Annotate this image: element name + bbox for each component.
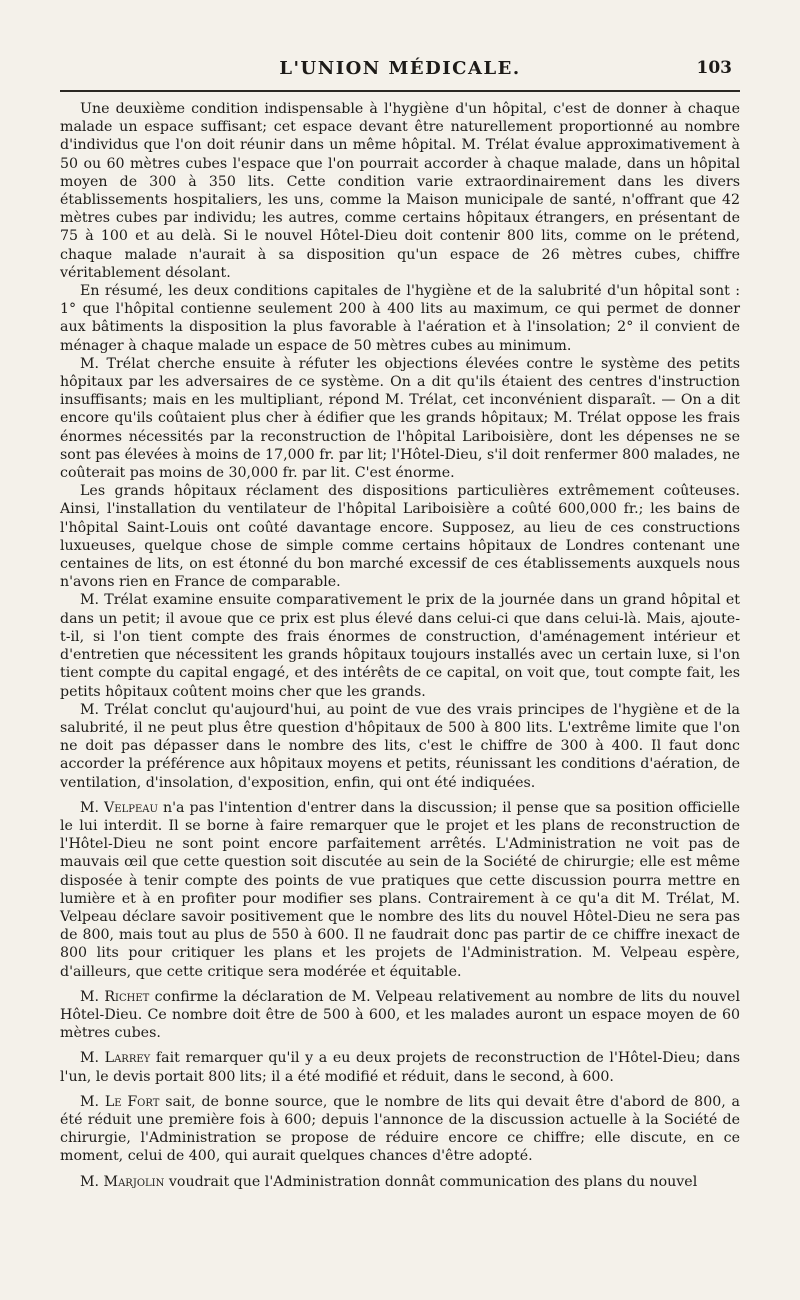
paragraph-text: voudrait que l'Administration donnât communication des plans du nouvel	[164, 1173, 698, 1190]
paragraph-text: M. Trélat cherche ensuite à réfuter les objections élevées contre le système des petits hôpitaux par les adversaires de ce système. On a dit qu'ils étaient des centres d'instruction insuffisants; mais en les multipliant, répond M. Trélat, cet inconvénient disparaît. — On a dit encore qu'ils coûtaient plus cher à édifier que les grands hôpitaux; M. Trélat oppose les frais énormes nécessités par la reconstruction de l'hôpital Lariboisière, dont les dépenses ne se sont pas élevées à moins de 17,000 fr. par lit; l'Hôtel-Dieu, s'il doit renfermer 800 malades, ne coûterait pas moins de 30,000 fr. par lit. C'est énorme.	[60, 355, 740, 482]
paragraph-text: Une deuxième condition indispensable à l'hygiène d'un hôpital, c'est de donner à chaque malade un espace suffisant; cet espace devant être naturellement proportionné au nombre d'individus que l'on doit réunir dans un même hôpital. M. Trélat évalue approximativement à 50 ou 60 mètres cubes l'espace que l'on pourrait accorder à chaque malade, dans un hôpital moyen de 300 à 350 lits. Cette condition varie extraordinairement dans les divers établissements hospitaliers, les uns, comme la Maison municipale de santé, n'offrant que 42 mètres cubes par individu; les autres, comme certains hôpitaux étrangers, en présentant de 75 à 100 et au delà. Si le nouvel Hôtel-Dieu doit contenir 800 lits, comme on le prétend, chaque malade n'aurait à sa disposition qu'un espace de 26 mètres cubes, chiffre véritablement désolant.	[60, 101, 740, 281]
paragraph	[60, 100, 740, 282]
paragraph	[60, 591, 740, 700]
paragraph	[60, 355, 740, 482]
paragraph	[60, 482, 740, 591]
paragraph-text: Les grands hôpitaux réclament des dispositions particulières extrêmement coûteuses. Ainsi, l'installation du ventilateur de l'hôpital Lariboisière a coûté 600,000 fr.; les bains de l'hôpital Saint-Louis ont coûté davantage encore. Supposez, au lieu de ces constructions luxueuses, quelque chose de simple comme certains hôpitaux de Londres contenant une centaines de lits, on est étonné du bon marché excessif de ces établissements auxquels nous n'avons rien en France de comparable.	[60, 483, 740, 591]
paragraph-text: fait remarquer qu'il y a eu deux projets de reconstruction de l'Hôtel-Dieu; dans l'un, le devis portait 800 lits; il a été modifié et réduit, dans le second, à 600.	[60, 1050, 740, 1085]
body-text	[60, 100, 740, 1191]
paragraph	[60, 701, 740, 792]
paragraph-text: n'a pas l'intention d'entrer dans la discussion; il pense que sa position officielle le lui interdit. Il se borne à faire remarquer que le projet et les plans de reconstruction de l'Hôtel-Dieu ne sont point encore parfaitement arrêtés. L'Administration ne voit pas de mauvais œil que cette question soit discutée au sein de la Société de chirurgie; elle est même disposée à tenir compte des points de vue pratiques que cette discussion pourra mettre en lumière et à en profiter pour modifier ses plans. Contrairement à ce qu'a dit M. Trélat, M. Velpeau déclare savoir positivement que le nombre des lits du nouvel Hôtel-Dieu ne sera pas de 800, mais tout au plus de 550 à 600. Il ne faudrait donc pas partir de ce chiffre inexact de 800 lits pour critiquer les plans et les projets de l'Administration. M. Velpeau espère, d'ailleurs, que cette critique sera modérée et équitable.	[60, 799, 740, 980]
paragraph	[60, 988, 740, 1043]
paragraph	[60, 799, 740, 981]
paragraph-text: M. Trélat conclut qu'aujourd'hui, au point de vue des vrais principes de l'hygiène et de la salubrité, il ne peut plus être question d'hôpitaux de 500 à 800 lits. L'extrême limite que l'on ne doit pas dépasser dans le nombre des lits, c'est le chiffre de 300 à 400. Il faut donc accorder la préférence aux hôpitaux moyens et petits, réunissant les conditions d'aération, de ventilation, d'insolation, d'exposition, enfin, qui ont été indiquées.	[60, 701, 740, 791]
paragraph	[60, 1049, 740, 1085]
speaker-name: M. Richet	[80, 988, 150, 1005]
paragraph-text: confirme la déclaration de M. Velpeau relativement au nombre de lits du nouvel Hôtel-Dieu. Ce nombre doit être de 500 à 600, et les malades auront un espace moyen de 60 mètres cubes.	[60, 988, 740, 1042]
page-header	[60, 54, 740, 84]
speaker-name: M. Larrey	[80, 1050, 151, 1067]
paragraph	[60, 1093, 740, 1166]
running-title: L'UNION MÉDICALE.	[279, 58, 521, 79]
paragraph	[60, 282, 740, 355]
paragraph-text: M. Trélat examine ensuite comparativement le prix de la journée dans un grand hôpital et dans un petit; il avoue que ce prix est plus élevé dans celui-ci que dans celui-là. Mais, ajoute-t-il, si l'on tient compte des frais énormes de construction, d'aménagement intérieur et d'entretien que nécessitent les grands hôpitaux toujours installés avec un certain luxe, si l'on tient compte du capital engagé, et des intérêts de ce capital, on voit que, tout compte fait, les petits hôpitaux coûtent moins cher que les grands.	[60, 592, 740, 700]
speaker-name: M. Le Fort	[80, 1093, 160, 1110]
paragraph-text: En résumé, les deux conditions capitales de l'hygiène et de la salubrité d'un hôpital sont : 1° que l'hôpital contienne seulement 200 à 400 lits au maximum, ce qui permet de donner aux bâtiments la disposition la plus favorable à l'aération et à l'insolation; 2° il convient de ménager à chaque malade un espace de 50 mètres cubes au minimum.	[60, 283, 740, 354]
speaker-name: M. Marjolin	[80, 1173, 165, 1190]
speaker-name: M. Velpeau	[80, 799, 158, 816]
page-number: 103	[696, 58, 732, 78]
header-rule	[60, 90, 740, 92]
paragraph-text: sait, de bonne source, que le nombre de lits qui devait être d'abord de 800, a été réduit une première fois à 600; depuis l'annonce de la discussion actuelle à la Société de chirurgie, l'Administration se propose de réduire encore ce chiffre; elle discute, en ce moment, celui de 400, qui aurait quelques chances d'être adopté.	[60, 1093, 741, 1165]
paragraph	[60, 1173, 740, 1191]
